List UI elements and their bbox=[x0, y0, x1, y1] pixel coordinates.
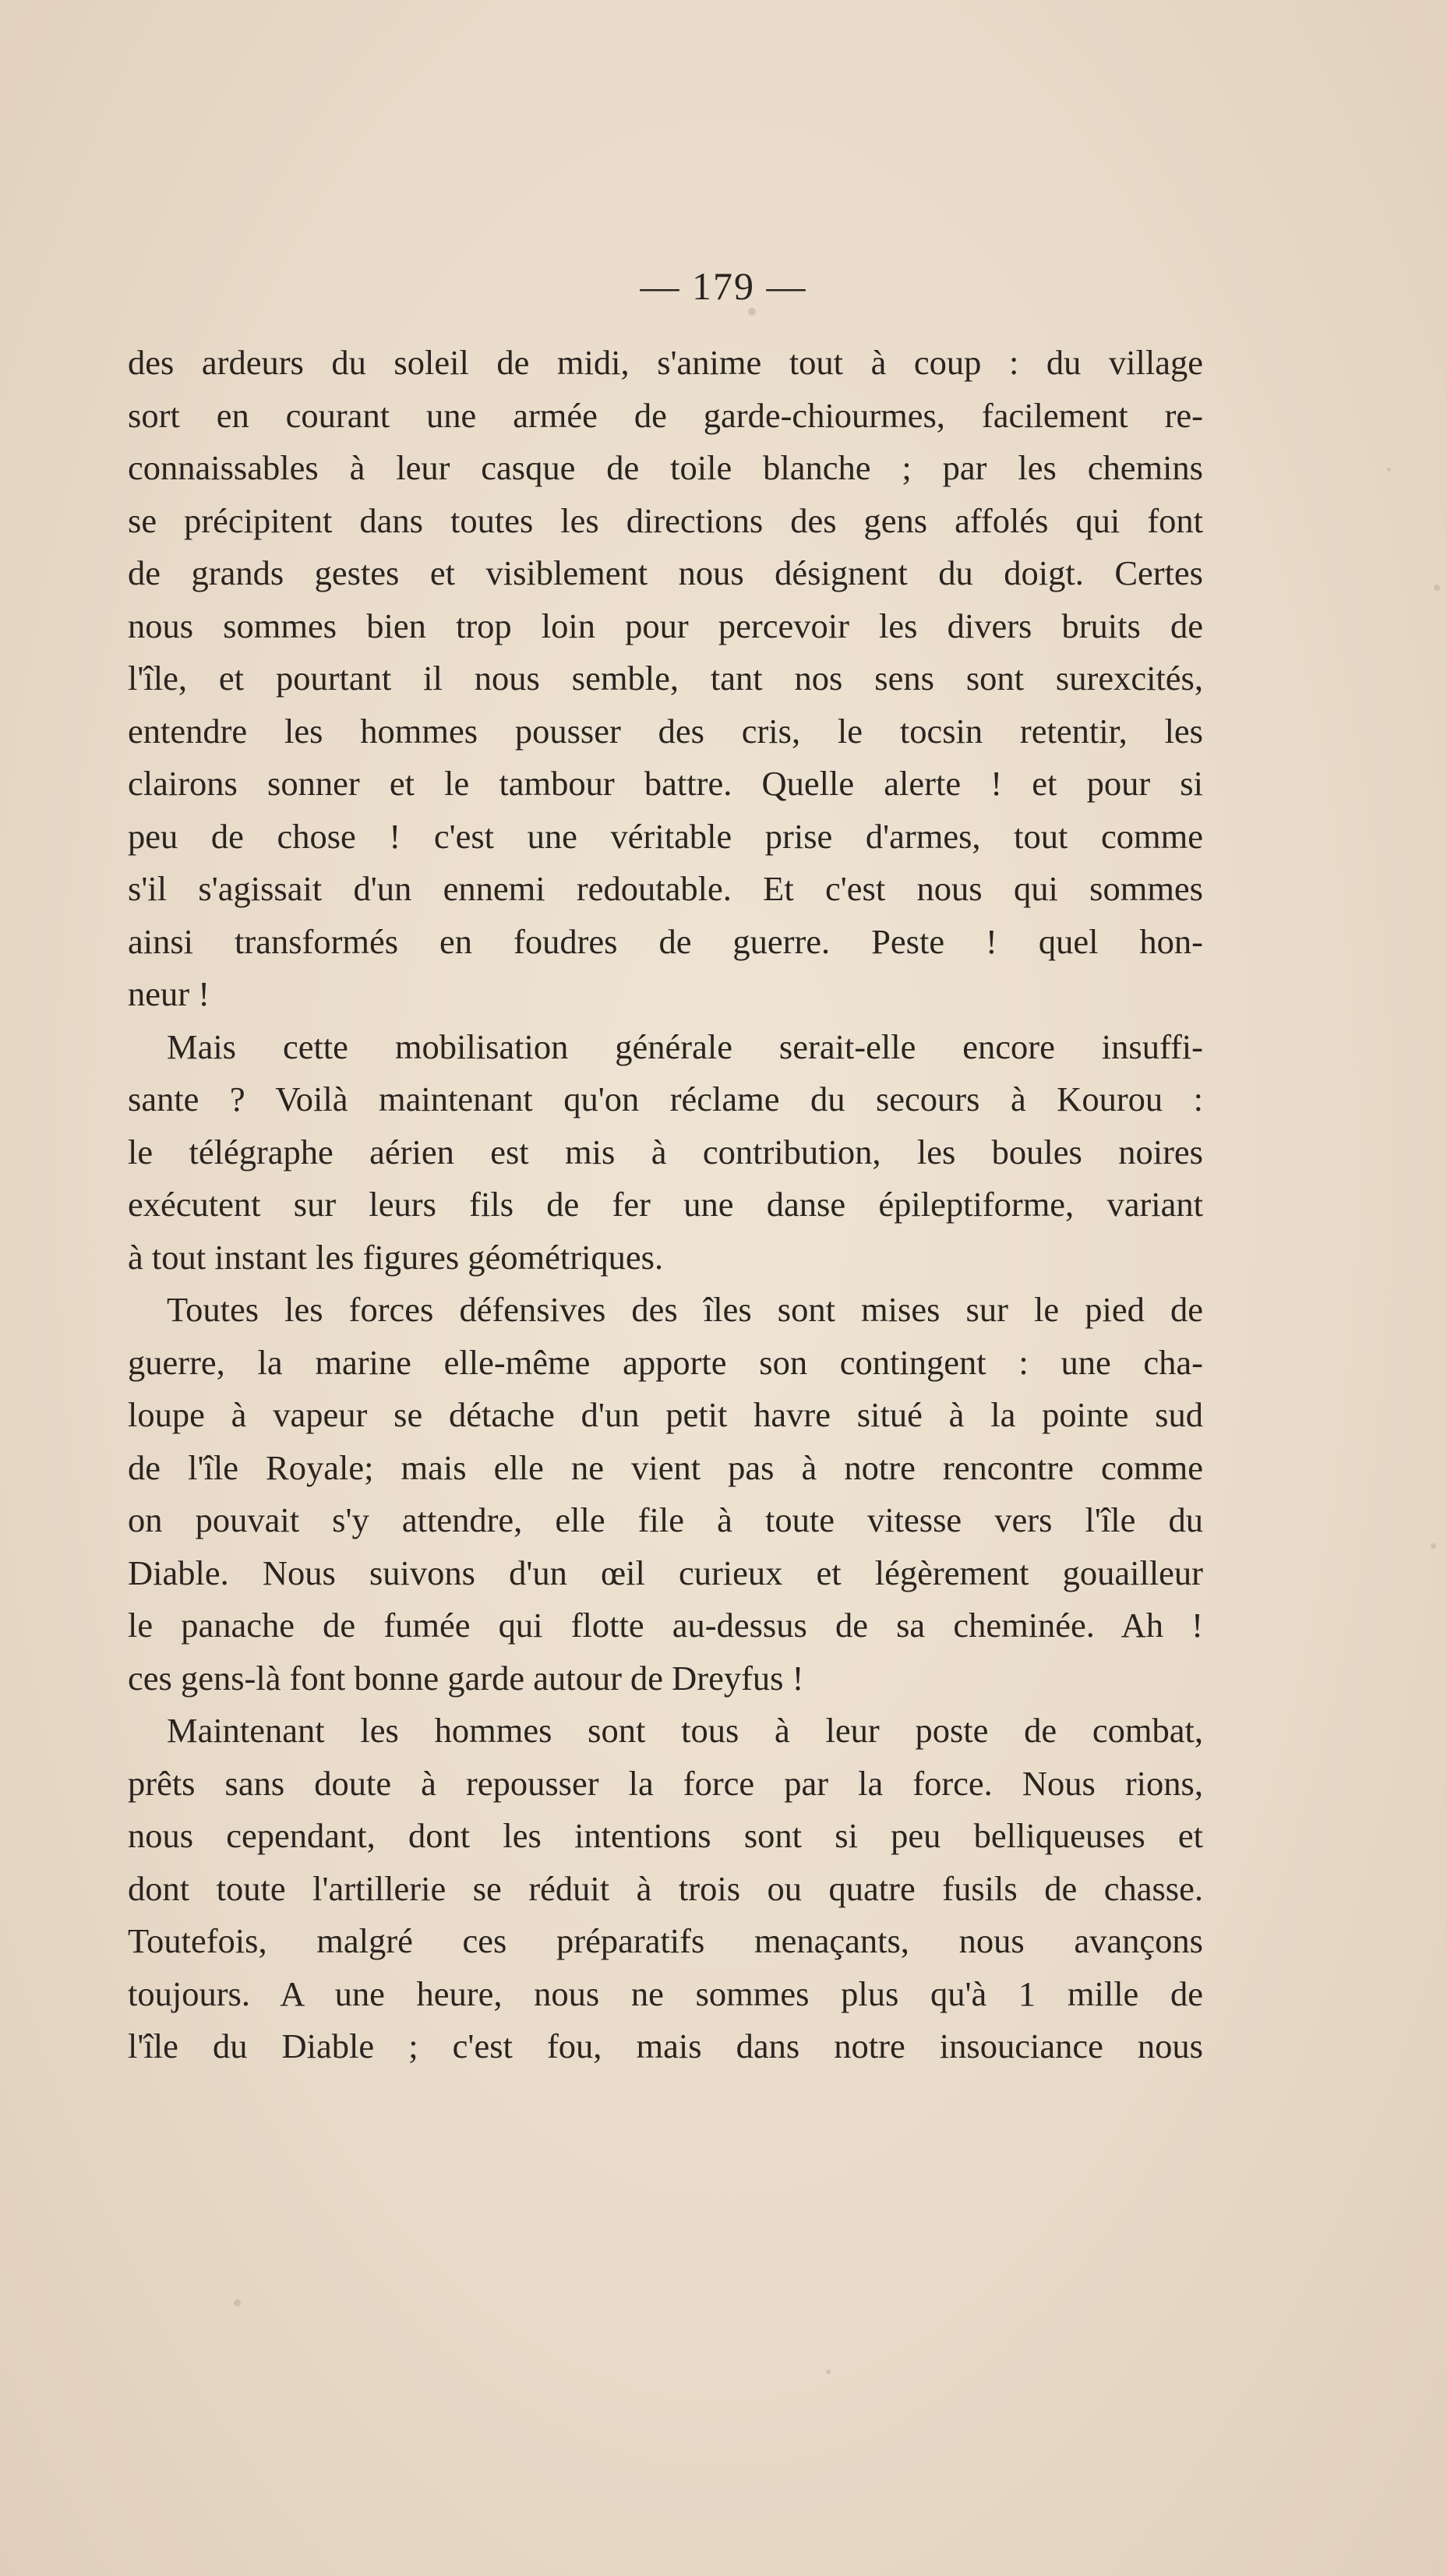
text-line: nous cependant, dont les intentions sont si peu belliqueuses et bbox=[128, 1816, 1203, 1855]
paper-speck bbox=[1431, 1543, 1436, 1549]
text-line: ainsi transformés en foudres de guerre. Peste ! quel hon- bbox=[128, 921, 1203, 961]
paper-speck bbox=[1387, 468, 1391, 472]
text-line: sante ? Voilà maintenant qu'on réclame du secours à Kourou : bbox=[128, 1080, 1203, 1118]
paper-speck bbox=[234, 2299, 241, 2306]
text-line: Mais cette mobilisation générale serait-elle encore insuffi- bbox=[167, 1027, 1203, 1066]
text-line: toujours. A une heure, nous ne sommes plus qu'à 1 mille de bbox=[128, 1974, 1203, 2013]
text-line: sort en courant une armée de garde-chiourmes, facilement re- bbox=[128, 395, 1203, 435]
paper-speck bbox=[826, 2369, 831, 2374]
text-line: peu de chose ! c'est une véritable prise d'armes, tout comme bbox=[128, 816, 1203, 856]
text-line: prêts sans doute à repousser la force par la force. Nous rions, bbox=[128, 1763, 1203, 1803]
text-line: Toutes les forces défensives des îles sont mises sur le pied de bbox=[167, 1290, 1203, 1329]
text-line: ces gens-là font bonne garde autour de Dreyfus ! bbox=[128, 1658, 804, 1698]
text-line: exécutent sur leurs fils de fer une danse épileptiforme, variant bbox=[128, 1185, 1203, 1224]
paper-speck bbox=[748, 308, 756, 316]
body-text bbox=[128, 337, 1203, 2073]
text-line: Maintenant les hommes sont tous à leur poste de combat, bbox=[167, 1711, 1203, 1750]
text-line: s'il s'agissait d'un ennemi redoutable. Et c'est nous qui sommes bbox=[128, 869, 1203, 908]
text-line: Toutefois, malgré ces préparatifs menaçants, nous avançons bbox=[128, 1921, 1203, 1960]
text-line: Diable. Nous suivons d'un œil curieux et légèrement gouailleur bbox=[128, 1553, 1203, 1592]
text-line: à tout instant les figures géométriques. bbox=[128, 1237, 664, 1277]
text-line: nous sommes bien trop loin pour percevoir les divers bruits de bbox=[128, 606, 1203, 645]
text-line: loupe à vapeur se détache d'un petit havre situé à la pointe sud bbox=[128, 1395, 1203, 1434]
text-line: entendre les hommes pousser des cris, le tocsin retentir, les bbox=[128, 711, 1203, 751]
text-line: des ardeurs du soleil de midi, s'anime tout à coup : du village bbox=[128, 343, 1203, 382]
text-line: on pouvait s'y attendre, elle file à toute vitesse vers l'île du bbox=[128, 1500, 1203, 1539]
page-number: — 179 — bbox=[640, 264, 807, 308]
text-line: l'île du Diable ; c'est fou, mais dans notre insouciance nous bbox=[128, 2027, 1203, 2065]
text-line: connaissables à leur casque de toile blanche ; par les chemins bbox=[128, 448, 1203, 487]
text-line: le panache de fumée qui flotte au-dessus de sa cheminée. Ah ! bbox=[128, 1606, 1203, 1645]
text-line: clairons sonner et le tambour battre. Quelle alerte ! et pour si bbox=[128, 764, 1203, 803]
paper-speck bbox=[1434, 585, 1440, 591]
text-line: guerre, la marine elle-même apporte son contingent : une cha- bbox=[128, 1342, 1203, 1382]
text-line: neur ! bbox=[128, 974, 210, 1013]
text-line: dont toute l'artillerie se réduit à trois ou quatre fusils de chasse. bbox=[128, 1868, 1203, 1908]
text-line: de grands gestes et visiblement nous désignent du doigt. Certes bbox=[128, 553, 1203, 592]
text-line: l'île, et pourtant il nous semble, tant nos sens sont surexcités, bbox=[128, 659, 1203, 698]
text-line: se précipitent dans toutes les directions des gens affolés qui font bbox=[128, 500, 1203, 540]
text-line: le télégraphe aérien est mis à contribution, les boules noires bbox=[128, 1132, 1203, 1171]
text-line: de l'île Royale; mais elle ne vient pas à notre rencontre comme bbox=[128, 1447, 1203, 1487]
